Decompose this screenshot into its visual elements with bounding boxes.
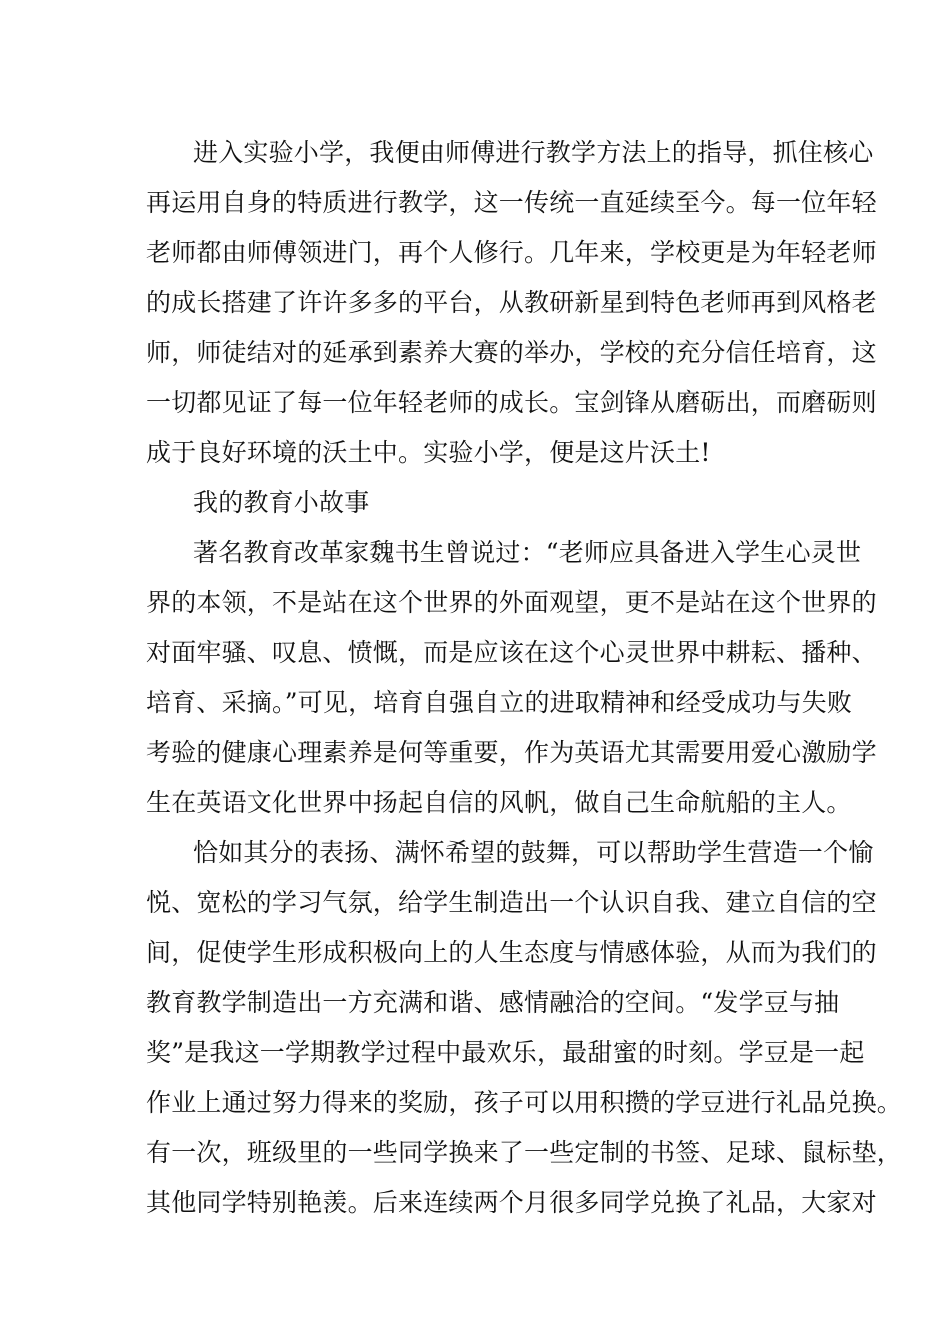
text-line: 进入实验小学，我便由师傅进行教学方法上的指导，抓住核心 [193, 138, 874, 167]
text-line: 生在英语文化世界中扬起自信的风帆，做自己生命航船的主人。 [146, 788, 852, 817]
text-line: 有一次，班级里的一些同学换来了一些定制的书签、足球、鼠标垫， [146, 1138, 903, 1167]
text-line: 培育、采摘。”可见，培育自强自立的进取精神和经受成功与失败 [146, 688, 853, 717]
text-line: 对面牢骚、叹息、愤慨，而是应该在这个心灵世界中耕耘、播种、 [146, 638, 877, 667]
text-line: 其他同学特别艳羡。后来连续两个月很多同学兑换了礼品，大家对 [146, 1188, 877, 1217]
text-line: 奖”是我这一学期教学过程中最欢乐，最甜蜜的时刻。学豆是一起 [146, 1038, 865, 1067]
text-line: 成于良好环境的沃土中。实验小学，便是这片沃土! [146, 438, 711, 467]
section-heading: 我的教育小故事 [193, 488, 370, 517]
text-line: 一切都见证了每一位年轻老师的成长。宝剑锋从磨砺出，而磨砺则 [146, 388, 877, 417]
text-line: 老师都由师傅领进门，再个人修行。几年来，学校更是为年轻老师 [146, 238, 877, 267]
text-line: 考验的健康心理素养是何等重要，作为英语尤其需要用爱心激励学 [146, 738, 877, 767]
text-line: 恰如其分的表扬、满怀希望的鼓舞，可以帮助学生营造一个愉 [193, 838, 874, 867]
text-line: 界的本领，不是站在这个世界的外面观望，更不是站在这个世界的 [146, 588, 877, 617]
text-line: 教育教学制造出一方充满和谐、感情融洽的空间。“发学豆与抽 [146, 988, 840, 1017]
text-line: 的成长搭建了许许多多的平台，从教研新星到特色老师再到风格老 [146, 288, 877, 317]
text-line: 再运用自身的特质进行教学，这一传统一直延续至今。每一位年轻 [146, 188, 877, 217]
text-line: 著名教育改革家魏书生曾说过：“老师应具备进入学生心灵世 [193, 538, 862, 567]
text-line: 作业上通过努力得来的奖励，孩子可以用积攒的学豆进行礼品兑换。 [146, 1088, 903, 1117]
text-line: 师，师徒结对的延承到素养大赛的举办，学校的充分信任培育，这 [146, 338, 877, 367]
document-body [146, 128, 903, 1228]
text-line: 间，促使学生形成积极向上的人生态度与情感体验，从而为我们的 [146, 938, 877, 967]
text-line: 悦、宽松的学习气氛，给学生制造出一个认识自我、建立自信的空 [146, 888, 877, 917]
